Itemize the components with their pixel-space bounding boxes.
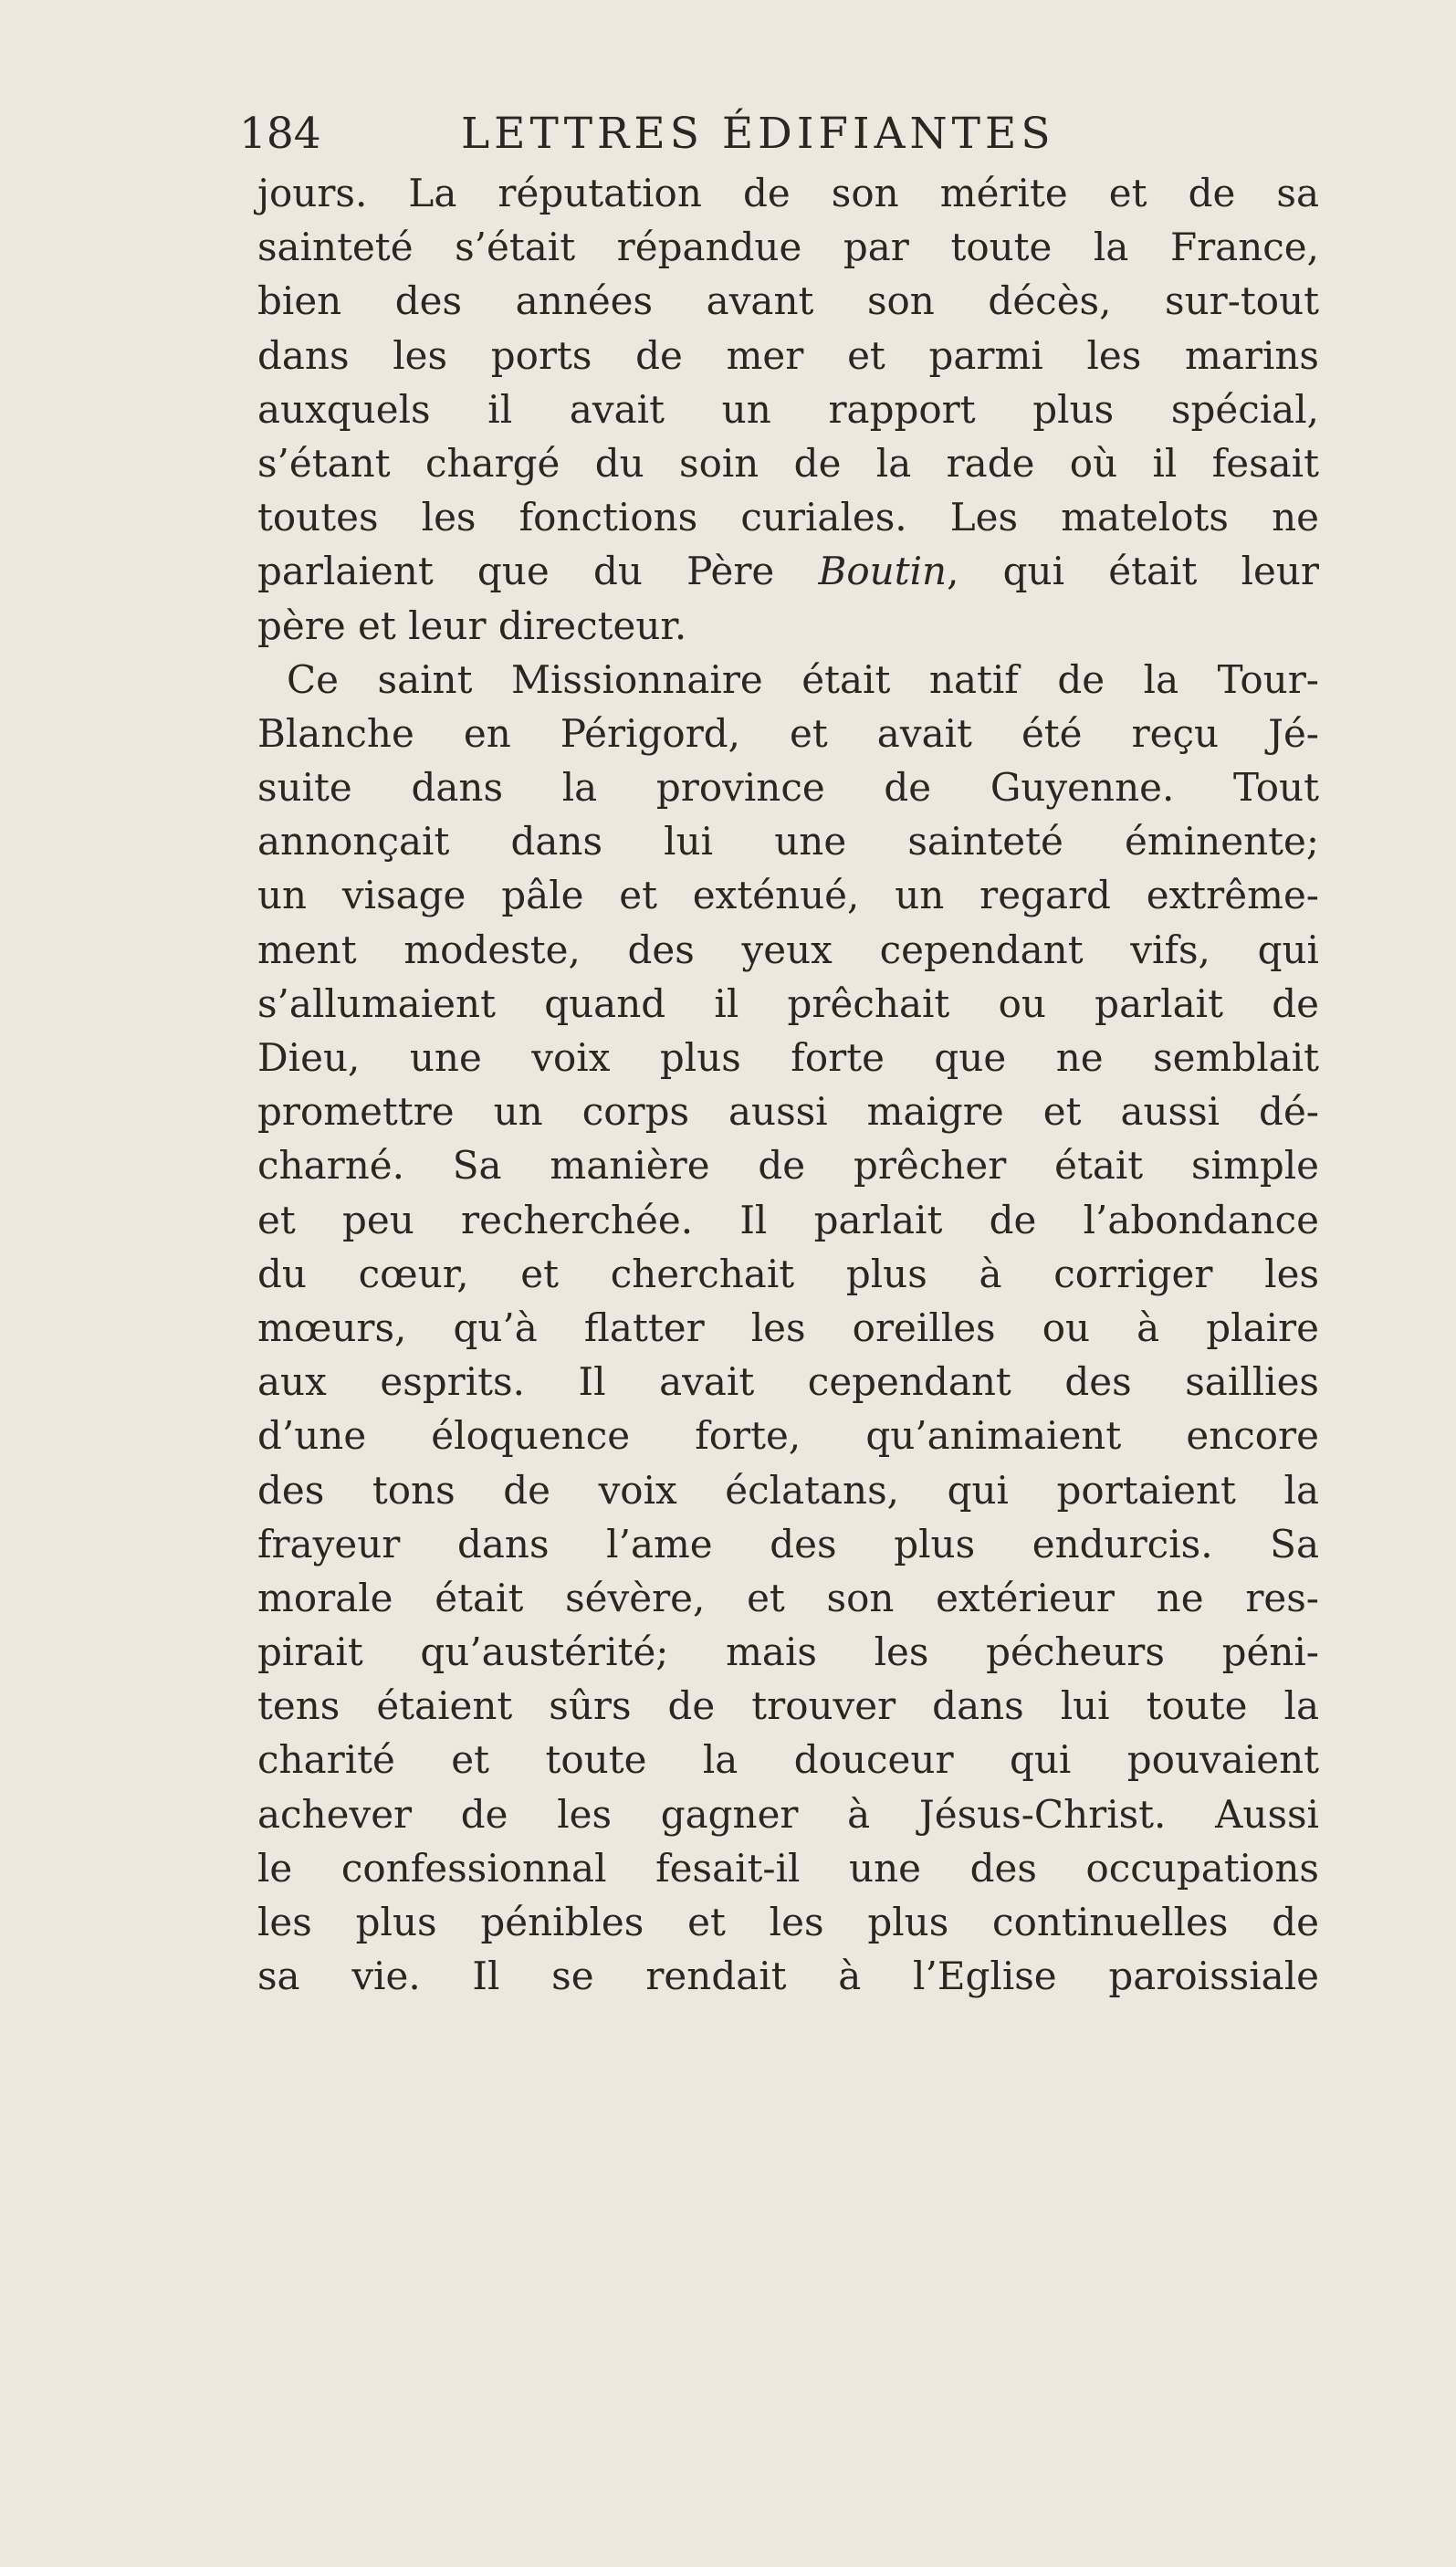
text-line: dans les ports de mer et parmi les marins [257,332,1319,378]
text-line: des tons de voix éclatans, qui portaient la [257,1467,1319,1513]
paragraph-end-line: père et leur directeur. [257,602,687,648]
text-line: promettre un corps aussi maigre et aussi dé- [257,1089,1319,1135]
text-line: annonçait dans lui une sainteté éminente; [257,819,1319,864]
text-line: aux esprits. Il avait cependant des saillies [257,1359,1319,1405]
text-line: et peu recherchée. Il parlait de l’abondance [257,1197,1319,1242]
text-line: Dieu, une voix plus forte que ne semblait [257,1035,1319,1080]
italic-name: Boutin [818,549,948,594]
text-line: frayeur dans l’ame des plus endurcis. Sa [257,1521,1319,1566]
text-line: pirait qu’austérité; mais les pécheurs péni- [257,1629,1319,1675]
text-line: tens étaient sûrs de trouver dans lui toute la [257,1683,1319,1729]
text-line: d’une éloquence forte, qu’animaient encore [257,1413,1319,1459]
text-line: achever de les gagner à Jésus-Christ. Aussi [257,1791,1319,1837]
body-text [257,166,1319,2003]
text-segment: , qui était leur [947,549,1319,594]
text-line: mœurs, qu’à flatter les oreilles ou à plaire [257,1304,1319,1350]
text-line: toutes les fonctions curiales. Les matelots ne [257,495,1319,540]
text-line: s’étant chargé du soin de la rade où il fesait [257,440,1319,486]
text-line: bien des années avant son décès, sur-tout [257,278,1319,324]
text-line: s’allumaient quand il prêchait ou parlait de [257,980,1319,1026]
paragraph-start-line: Ce saint Missionnaire était natif de la Tour- [287,656,1319,702]
page-number: 184 [239,109,321,159]
text-line: charité et toute la douceur qui pouvaient [257,1737,1319,1783]
text-line: morale était sévère, et son extérieur ne res- [257,1575,1319,1620]
text-line: un visage pâle et exténué, un regard extrême- [257,873,1319,918]
page-header [239,102,1335,166]
text-line: sainteté s’était répandue par toute la France, [257,225,1319,270]
text-line: ment modeste, des yeux cependant vifs, qui [257,927,1319,972]
text-line: les plus pénibles et les plus continuelles de [257,1900,1319,1944]
running-title: LETTRES ÉDIFIANTES [460,109,1055,159]
text-line: jours. La réputation de son mérite et de sa [257,171,1319,215]
text-line: le confessionnal fesait-il une des occupations [257,1845,1319,1891]
text-line: Blanche en Périgord, et avait été reçu Jé- [257,710,1319,756]
text-line-with-italic [257,544,1319,598]
text-line: charné. Sa manière de prêcher était simple [257,1143,1319,1189]
text-line: du cœur, et cherchait plus à corriger les [257,1251,1319,1296]
text-line: sa vie. Il se rendait à l’Eglise paroissiale [257,1954,1319,1999]
text-line: auxquels il avait un rapport plus spécial, [257,386,1319,432]
text-segment: parlaient que du Père [257,549,819,594]
text-line: suite dans la province de Guyenne. Tout [257,765,1319,811]
